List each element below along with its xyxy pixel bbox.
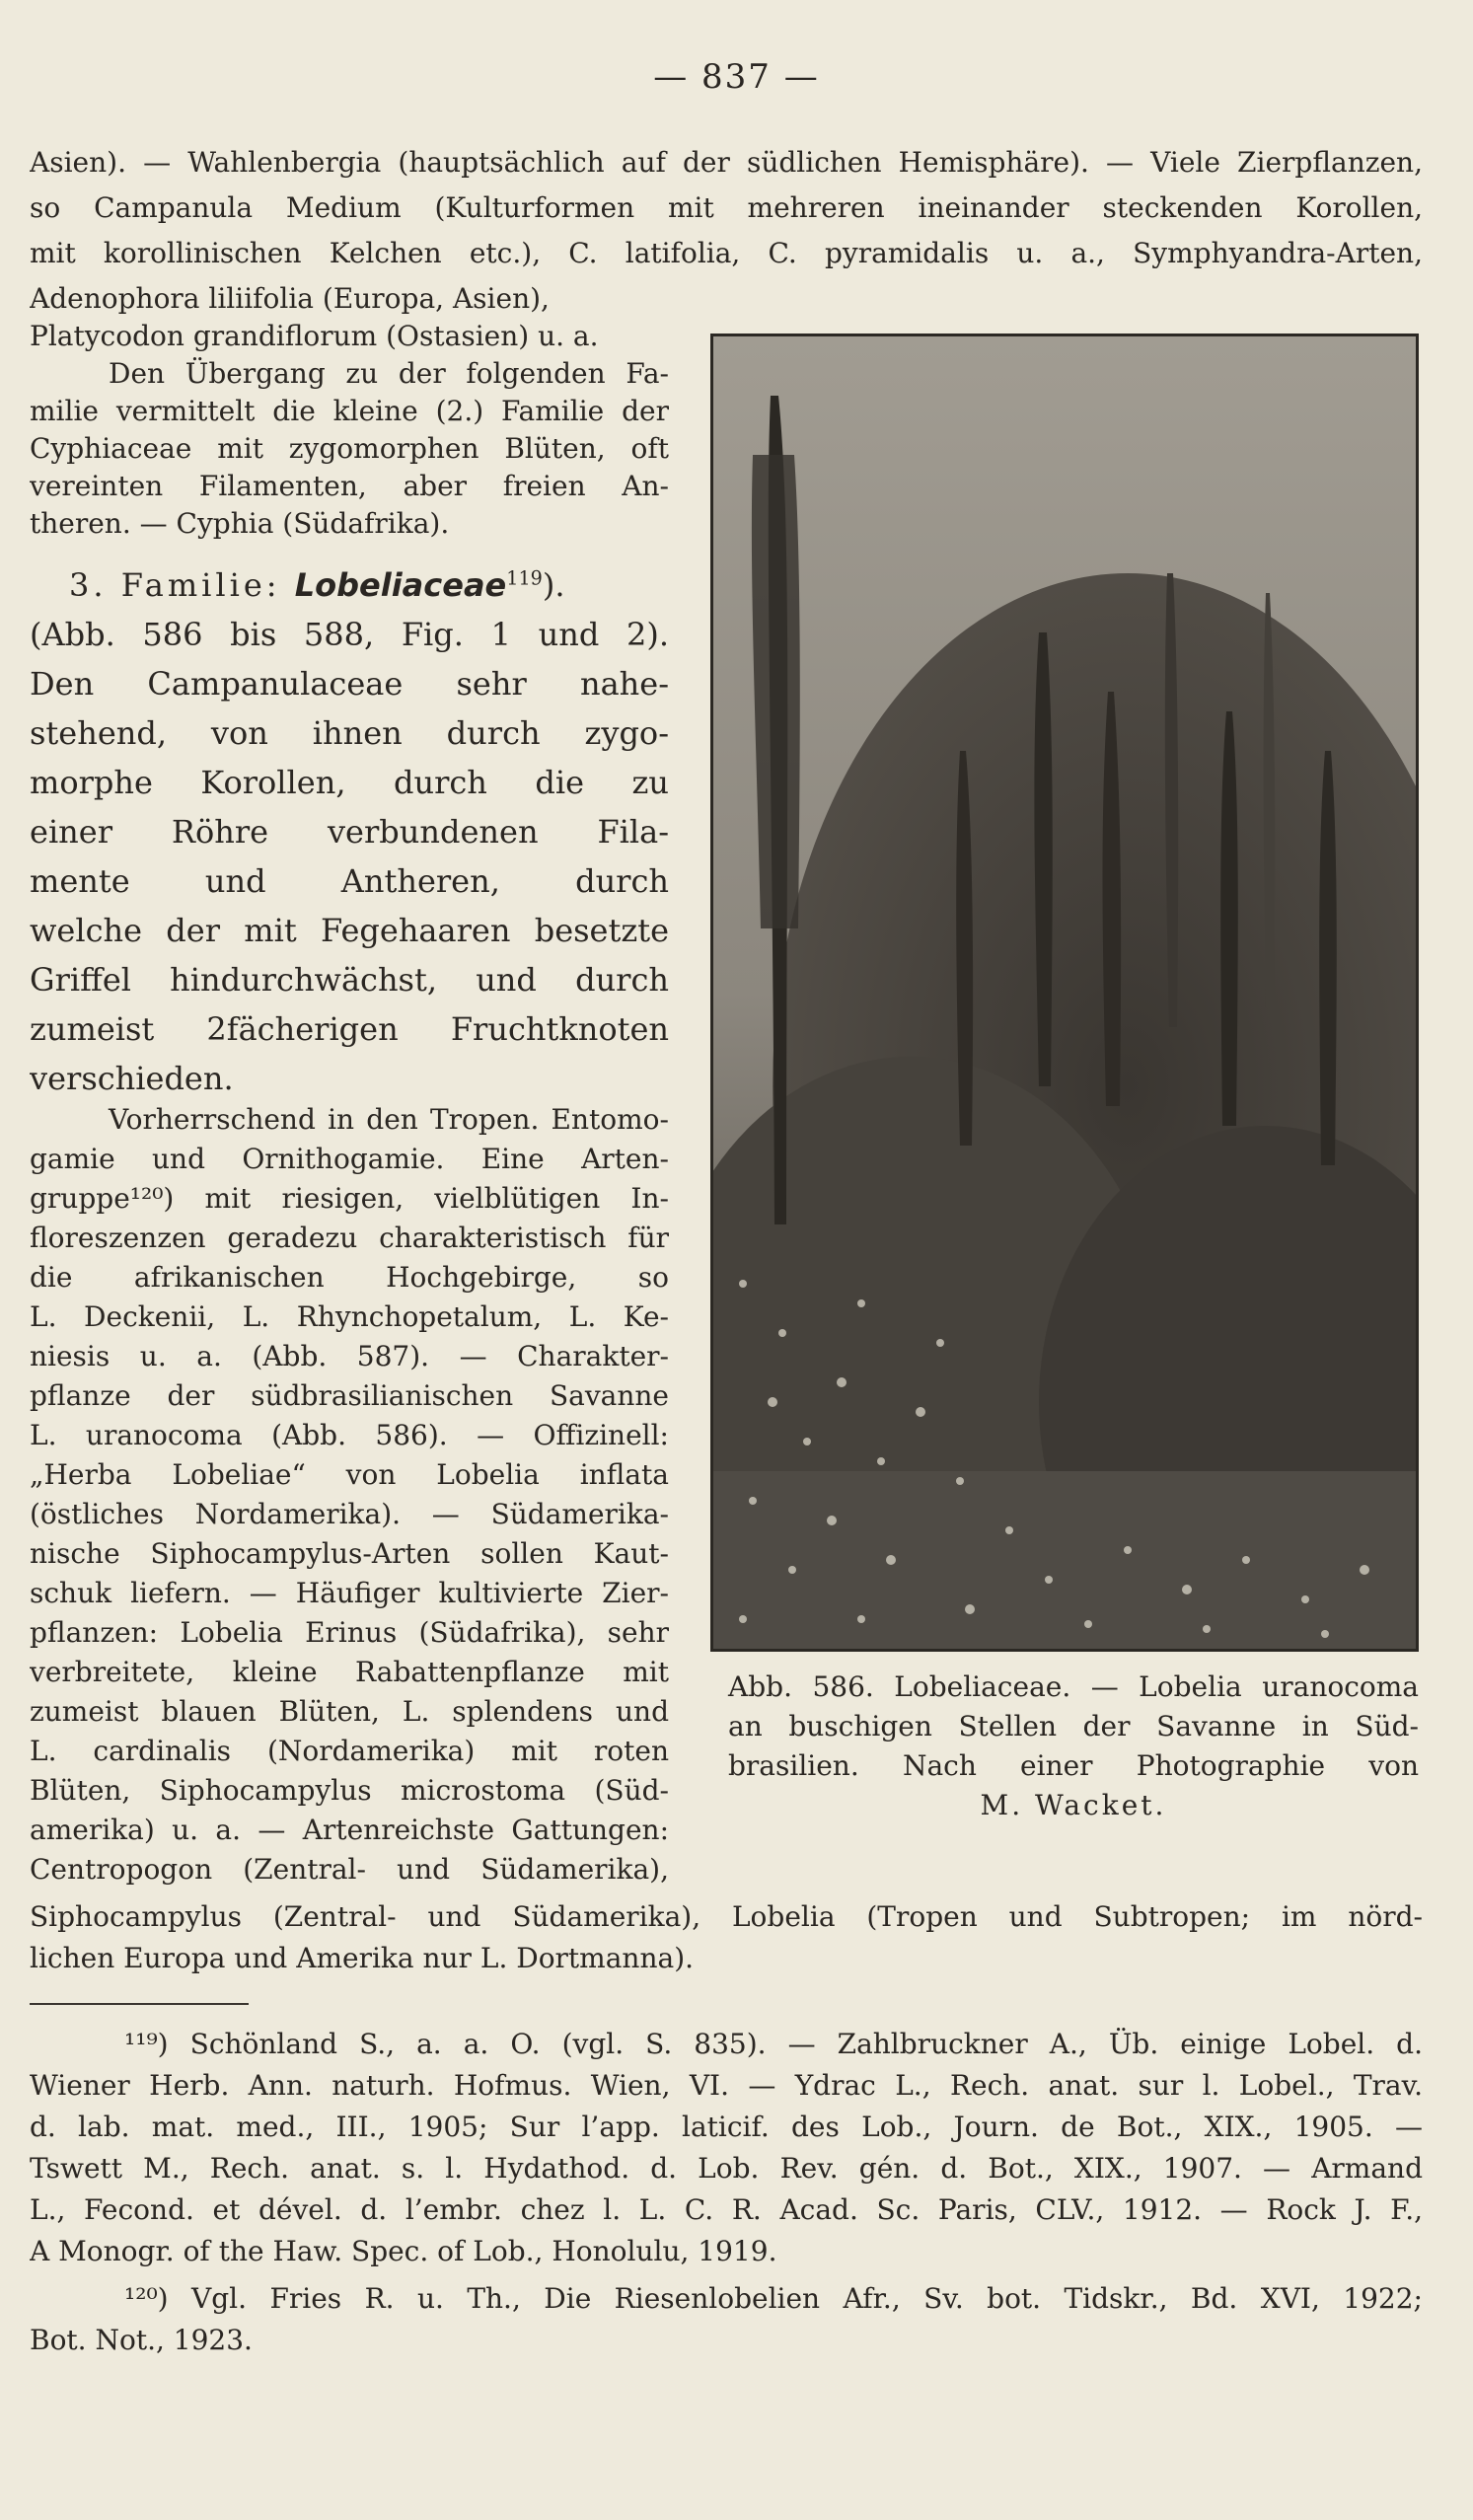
text-line: floreszenzen geradezu charakteristisch für — [30, 1222, 669, 1254]
text-line: pflanzen: Lobelia Erinus (Südafrika), sehr — [30, 1616, 669, 1649]
text-line: verbreitete, kleine Rabattenpflanze mit — [30, 1656, 669, 1688]
text-line: Griffel hindurchwächst, und durch — [30, 961, 669, 999]
text-line: Den Campanulaceae sehr nahe- — [30, 665, 669, 703]
caption-line: brasilien. Nach einer Photographie von — [728, 1749, 1419, 1782]
footnote-line: Wiener Herb. Ann. naturh. Hofmus. Wien, VI. — Ydrac L., Rech. anat. sur l. Lobel., Trav. — [30, 2069, 1423, 2102]
text-line: mit korollinischen Kelchen etc.), C. latifolia, C. pyramidalis u. a., Symphyandra-Arten, — [30, 237, 1423, 269]
footnote-line: ¹²⁰) Vgl. Fries R. u. Th., Die Riesenlobelien Afr., Sv. bot. Tidskr., Bd. XVI, 1922; — [124, 2282, 1423, 2315]
text-line: Siphocampylus (Zentral- und Südamerika), Lobelia (Tropen und Subtropen; im nörd- — [30, 1900, 1423, 1933]
footnote-line: L., Fecond. et dével. d. l’embr. chez l. L. C. R. Acad. Sc. Paris, CLV., 1912. — Rock J. F., — [30, 2193, 1423, 2226]
footnote-line: A Monogr. of the Haw. Spec. of Lob., Honolulu, 1919. — [30, 2235, 777, 2267]
text-line: milie vermittelt die kleine (2.) Familie der — [30, 395, 669, 427]
footnote-ref: 119 — [506, 566, 543, 590]
figure-caption — [728, 1668, 1419, 1825]
text-line: morphe Korollen, durch die zu — [30, 764, 669, 801]
caption-line: Abb. 586. Lobeliaceae. — Lobelia uranocoma — [728, 1670, 1419, 1703]
page-number: — 837 — — [653, 57, 820, 97]
text-line: „Herba Lobeliae“ von Lobelia inflata — [30, 1458, 669, 1491]
text-line: L. Deckenii, L. Rhynchopetalum, L. Ke- — [30, 1300, 669, 1333]
text-line: L. cardinalis (Nordamerika) mit roten — [30, 1735, 669, 1767]
footnote-line: Bot. Not., 1923. — [30, 2324, 253, 2356]
caption-line: an buschigen Stellen der Savanne in Süd- — [728, 1710, 1419, 1742]
text-line: mente und Antheren, durch — [30, 862, 669, 900]
text-line: Platycodon grandiflorum (Ostasien) u. a. — [30, 320, 599, 352]
text-line: niesis u. a. (Abb. 587). — Charakter- — [30, 1340, 669, 1372]
heading-prefix: 3. Familie: — [69, 566, 295, 604]
text-line: lichen Europa und Amerika nur L. Dortmanna). — [30, 1942, 695, 1974]
text-line: Cyphiaceae mit zygomorphen Blüten, oft — [30, 432, 669, 465]
text-line: verschieden. — [30, 1060, 234, 1097]
footnote-line: Tswett M., Rech. anat. s. l. Hydathod. d. Lob. Rev. gén. d. Bot., XIX., 1907. — Armand — [30, 2152, 1423, 2185]
text-line: vereinten Filamenten, aber freien An- — [30, 470, 669, 502]
text-line: stehend, von ihnen durch zygo- — [30, 714, 669, 752]
text-line: zumeist blauen Blüten, L. splendens und — [30, 1695, 669, 1728]
text-line: (Abb. 586 bis 588, Fig. 1 und 2). — [30, 616, 669, 653]
text-line: L. uranocoma (Abb. 586). — Offizinell: — [30, 1419, 669, 1451]
text-line: theren. — Cyphia (Südafrika). — [30, 507, 450, 540]
caption-line: M. Wacket. — [980, 1789, 1167, 1821]
text-line: Blüten, Siphocampylus microstoma (Süd- — [30, 1774, 669, 1807]
text-line: gamie und Ornithogamie. Eine Arten- — [30, 1143, 669, 1175]
text-line: Den Übergang zu der folgenden Fa- — [109, 357, 669, 390]
plant-photo-illustration — [713, 336, 1416, 1649]
footnote-rule — [30, 2003, 249, 2005]
text-line: welche der mit Fegehaaren besetzte — [30, 912, 669, 949]
family-name: Lobeliaceae — [294, 566, 507, 604]
photo-figure — [710, 334, 1419, 1652]
text-line: die afrikanischen Hochgebirge, so — [30, 1261, 669, 1294]
text-line: schuk liefern. — Häufiger kultivierte Zier- — [30, 1577, 669, 1609]
text-line: Asien). — Wahlenbergia (hauptsächlich auf der südlichen Hemisphäre). — Viele Zierpflanzen, — [30, 146, 1423, 179]
text-line: pflanze der südbrasilianischen Savanne — [30, 1379, 669, 1412]
text-line: Vorherrschend in den Tropen. Entomo- — [109, 1103, 669, 1136]
text-line: Centropogon (Zentral- und Südamerika), — [30, 1853, 669, 1886]
text-line: nische Siphocampylus-Arten sollen Kaut- — [30, 1537, 669, 1570]
text-line: so Campanula Medium (Kulturformen mit mehreren ineinander steckenden Korollen, — [30, 191, 1423, 224]
footnote-line: ¹¹⁹) Schönland S., a. a. O. (vgl. S. 835). — Zahlbruckner A., Üb. einige Lobel. d. — [124, 2028, 1423, 2060]
text-line: zumeist 2fächerigen Fruchtknoten — [30, 1010, 669, 1048]
text-line: amerika) u. a. — Artenreichste Gattungen: — [30, 1814, 669, 1846]
text-line: einer Röhre verbundenen Fila- — [30, 813, 669, 851]
footnote-line: d. lab. mat. med., III., 1905; Sur l’app. laticif. des Lob., Journ. de Bot., XIX., 1905. — — [30, 2111, 1423, 2143]
text-line: (östliches Nordamerika). — Südamerika- — [30, 1498, 669, 1530]
text-line: Adenophora liliifolia (Europa, Asien), — [30, 282, 550, 315]
family-heading — [30, 560, 669, 610]
heading-suffix: ). — [542, 566, 565, 604]
text-line: gruppe¹²⁰) mit riesigen, vielblütigen In- — [30, 1182, 669, 1215]
